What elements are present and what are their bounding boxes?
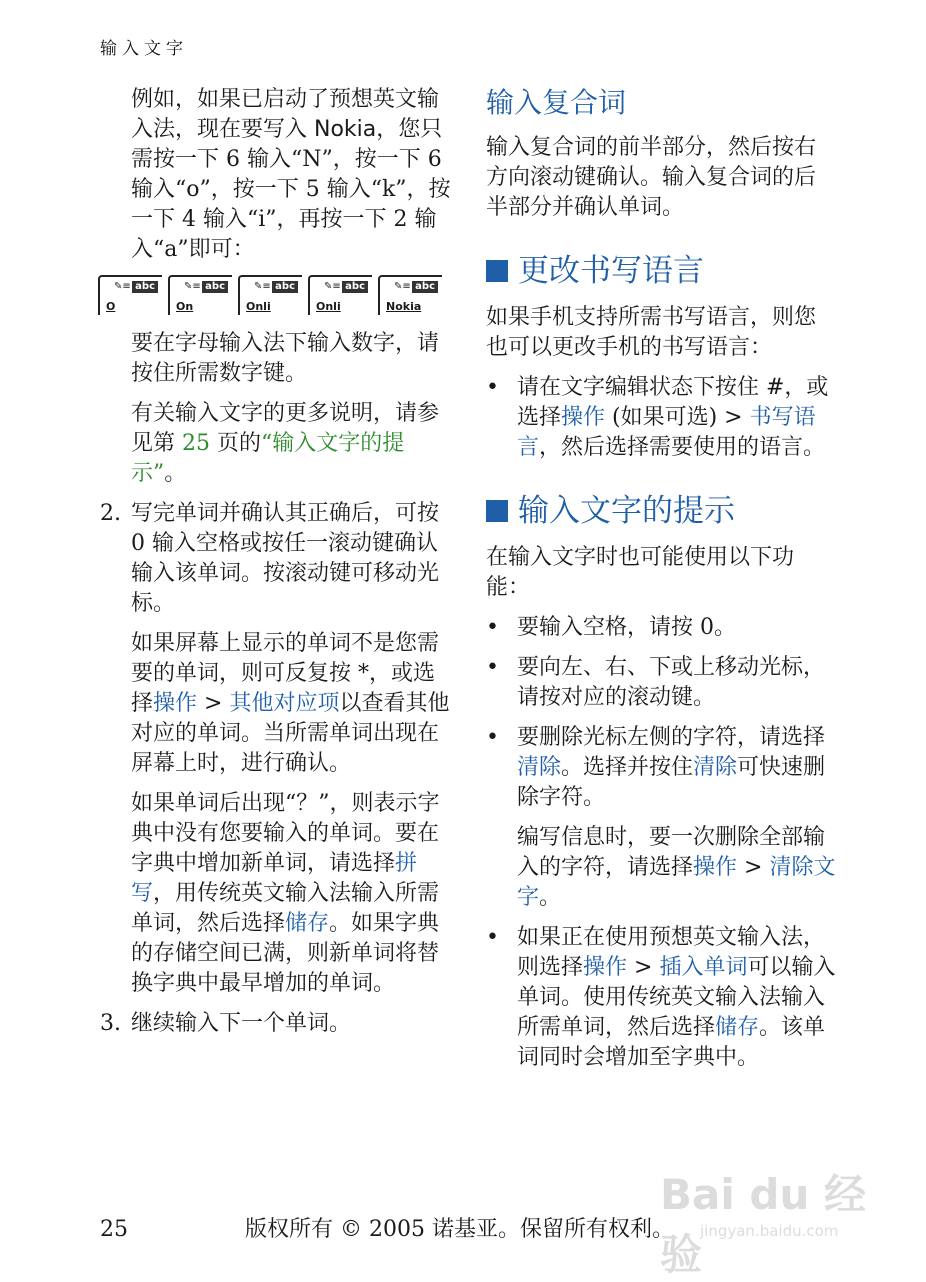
tips-heading: 输入文字的提示 bbox=[486, 491, 836, 531]
phone-screen bbox=[378, 275, 442, 315]
example-paragraph: 例如，如果已启动了预想英文输入法，现在要写入 Nokia，您只需按一下 6 输入“N”，按一下 6 输入“o”，按一下 5 输入“k”，按一下 4 输入“i”，再按一下 2 输入“a”即可： bbox=[131, 87, 451, 262]
options-menu-term: 操作 bbox=[693, 855, 738, 880]
tips-list bbox=[486, 613, 836, 813]
input-mode-indicator: abc bbox=[132, 281, 158, 293]
watermark-logo: Bai du 经验 jingyan.baidu.com bbox=[660, 1170, 866, 1279]
dictionary-paragraph: 如果单词后出现“？”，则表示字典中没有您要输入的单词。要在字典中增加新单词，请选择拼写，用传统英文输入法输入所需单词，然后选择储存。如果字典的存储空间已满，则新单词将替换字典中最早增加的单词。 bbox=[131, 791, 440, 996]
list-item: • 请在文字编辑状态下按住 #，或选择操作 (如果可选) > 书写语言，然后选择需要使用的语言。 bbox=[486, 375, 829, 460]
pencil-icon: ✎≡ bbox=[184, 281, 201, 292]
writing-language-list bbox=[486, 373, 836, 463]
copyright-notice: 版权所有 © 2005 诺基亚。保留所有权利。 bbox=[245, 1217, 674, 1242]
spell-term: 拼写 bbox=[131, 851, 418, 906]
typed-word: Nokia bbox=[386, 300, 422, 313]
writing-language-heading: 更改书写语言 bbox=[486, 251, 836, 291]
pencil-icon: ✎≡ bbox=[254, 281, 271, 292]
typed-word: On bbox=[176, 300, 194, 313]
square-bullet-icon bbox=[486, 500, 508, 522]
list-item: • 要向左、右、下或上移动光标，请按对应的滚动键。 bbox=[486, 655, 826, 710]
pencil-icon: ✎≡ bbox=[394, 281, 411, 292]
typed-word: Onli bbox=[246, 300, 271, 313]
list-item: • 如果正在使用预想英文输入法，则选择操作 > 插入单词可以输入单词。使用传统英文输入法输入所需单词，然后选择储存。该单词同时会增加至字典中。 bbox=[486, 925, 836, 1070]
tips-list-continued bbox=[486, 923, 836, 1073]
running-header: 输入文字 bbox=[100, 39, 188, 59]
clear-text-paragraph: 编写信息时，要一次删除全部输入的字符，请选择操作 > 清除文字。 bbox=[517, 825, 836, 910]
writing-language-paragraph: 如果手机支持所需书写语言，则您也可以更改手机的书写语言： bbox=[486, 305, 817, 360]
clear-term: 清除 bbox=[517, 755, 562, 780]
input-mode-indicator: abc bbox=[202, 281, 228, 293]
typed-word: O bbox=[106, 300, 116, 313]
options-menu-term: 操作 bbox=[583, 955, 628, 980]
list-item: • 要输入空格，请按 0。 bbox=[486, 615, 736, 640]
more-info-paragraph: 有关输入文字的更多说明，请参见第 25 页的“输入文字的提示”。 bbox=[131, 401, 440, 486]
input-mode-indicator: abc bbox=[412, 281, 438, 293]
insert-word-term: 插入单词 bbox=[659, 955, 748, 980]
phone-screen bbox=[308, 275, 372, 315]
right-column bbox=[486, 85, 836, 1083]
typed-word: Onli bbox=[316, 300, 341, 313]
save-term: 储存 bbox=[715, 1015, 760, 1040]
input-mode-indicator: abc bbox=[342, 281, 368, 293]
clear-term: 清除 bbox=[693, 755, 738, 780]
tips-paragraph: 在输入文字时也可能使用以下功能： bbox=[486, 545, 795, 600]
other-matches-term: 其他对应项 bbox=[229, 691, 340, 716]
step-3: 3. 继续输入下一个单词。 bbox=[100, 1011, 352, 1036]
options-menu-term: 操作 bbox=[153, 691, 198, 716]
page-link[interactable]: 25 bbox=[182, 431, 210, 456]
alternatives-paragraph: 如果屏幕上显示的单词不是您需要的单词，则可反复按 *，或选择操作 > 其他对应项以查看其他对应的单词。当所需单词出现在屏幕上时，进行确认。 bbox=[131, 631, 450, 776]
square-bullet-icon bbox=[486, 260, 508, 282]
left-column bbox=[100, 85, 455, 1049]
screen-sequence bbox=[98, 275, 455, 315]
options-menu-term: 操作 bbox=[561, 405, 606, 430]
clear-text-term: 清除文字 bbox=[517, 855, 836, 910]
phone-screen bbox=[98, 275, 162, 315]
save-term: 储存 bbox=[285, 911, 330, 936]
writing-language-term: 书写语言 bbox=[517, 405, 816, 460]
page-number: 25 bbox=[100, 1217, 128, 1242]
input-mode-indicator: abc bbox=[272, 281, 298, 293]
compound-words-paragraph: 输入复合词的前半部分，然后按右方向滚动键确认。输入复合词的后半部分并确认单词。 bbox=[486, 135, 817, 220]
tips-link[interactable]: “输入文字的提示” bbox=[131, 431, 405, 486]
list-item: • 要删除光标左侧的字符，请选择清除。选择并按住清除可快速删除字符。 bbox=[486, 725, 826, 810]
compound-words-heading: 输入复合词 bbox=[486, 86, 627, 119]
digit-input-paragraph: 要在字母输入法下输入数字，请按住所需数字键。 bbox=[131, 331, 440, 386]
step-2: 2. 写完单词并确认其正确后，可按 0 输入空格或按任一滚动键确认输入该单词。按滚动键可移动光标。 bbox=[100, 501, 440, 616]
phone-screen bbox=[168, 275, 232, 315]
pencil-icon: ✎≡ bbox=[324, 281, 341, 292]
pencil-icon: ✎≡ bbox=[114, 281, 131, 292]
phone-screen bbox=[238, 275, 302, 315]
